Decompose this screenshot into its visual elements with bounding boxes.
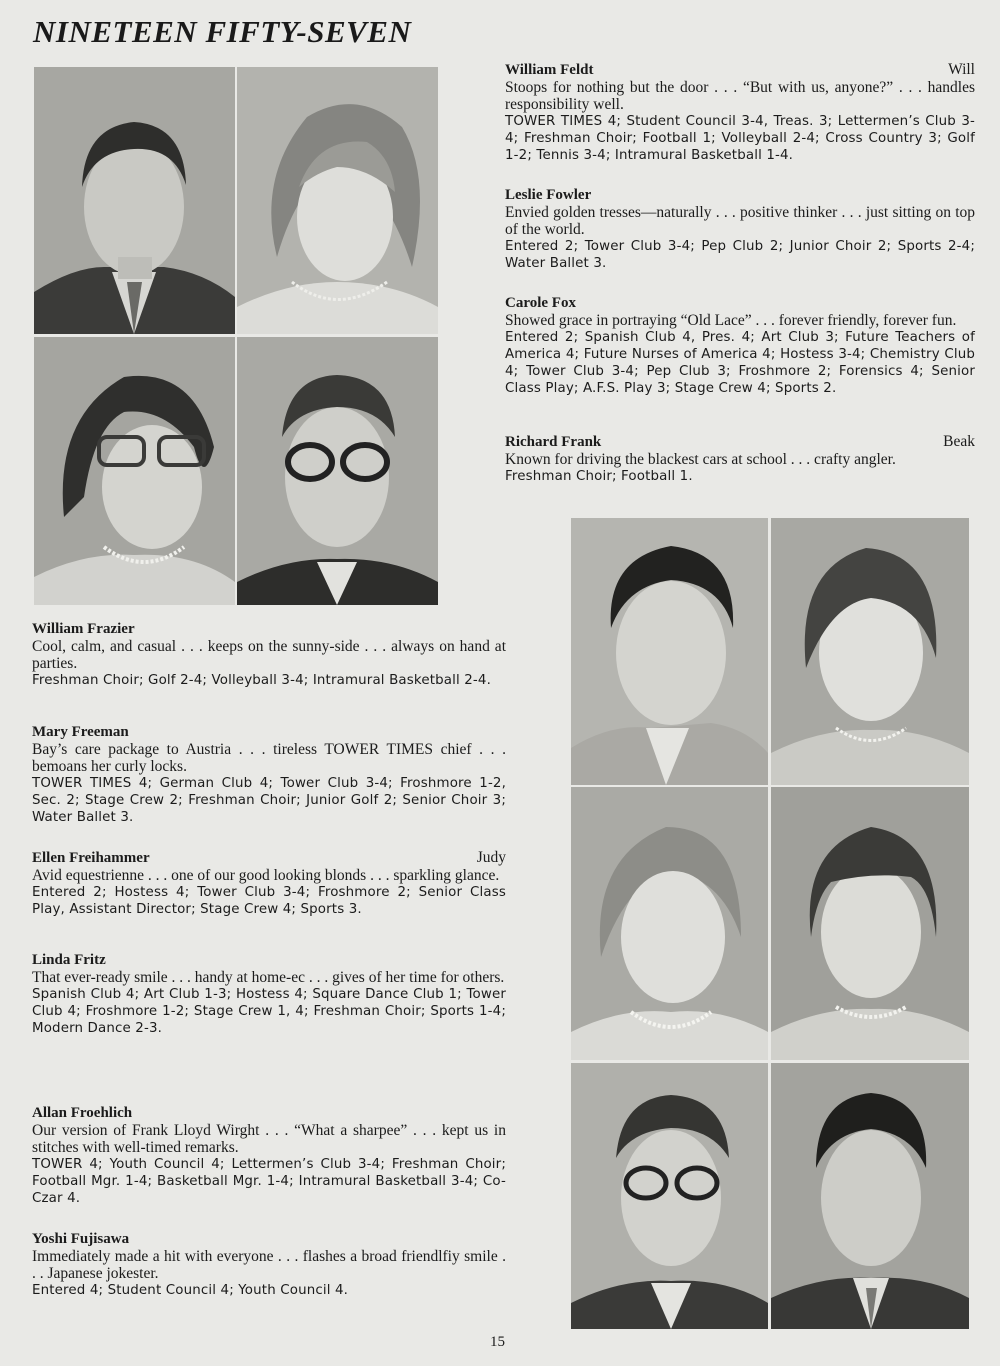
portrait-photo bbox=[771, 518, 969, 785]
portrait-photo bbox=[571, 787, 768, 1060]
student-name: Allan Froehlich bbox=[32, 1105, 133, 1121]
student-description: Immediately made a hit with everyone . . . flashes a broad friendlfiy smile . . . Japanese jokester. bbox=[32, 1248, 506, 1282]
portrait-female-glasses-image bbox=[34, 337, 235, 605]
student-nickname: Judy bbox=[476, 849, 506, 866]
portrait-photo bbox=[237, 337, 438, 605]
student-entry bbox=[32, 1105, 506, 1207]
portrait-photo bbox=[237, 67, 438, 334]
student-activities: Entered 4; Student Council 4; Youth Council 4. bbox=[32, 1283, 349, 1298]
portrait-photo bbox=[34, 337, 235, 605]
student-activities: Entered 2; Spanish Club 4, Pres. 4; Art Club 3; Future Teachers of America 4; Future Nurses of America 4; Hostess 3-4; Chemistry Club 4; Tower Club 3-4; Pep Club 3; Froshmore 2; Forensics 4; Senior Class Play; A.F.S. Play 3; Stage Crew 4; Sports 2. bbox=[505, 330, 975, 396]
student-activities: Entered 2; Tower Club 3-4; Pep Club 2; Junior Choir 2; Sports 2-4; Water Ballet 3. bbox=[505, 239, 975, 271]
student-entry bbox=[505, 433, 975, 485]
student-description: Avid equestrienne . . . one of our good looking blonds . . . sparkling glance. bbox=[32, 867, 500, 884]
student-entry bbox=[505, 295, 975, 397]
student-entry bbox=[32, 952, 506, 1037]
student-activities: TOWER 4; Youth Council 4; Lettermen’s Club 3-4; Freshman Choir; Football Mgr. 1-4; Basketball Mgr. 1-4; Intramural Basketball 3-4; Co-Czar 4. bbox=[32, 1157, 506, 1206]
student-name: William Feldt bbox=[505, 62, 594, 78]
student-activities: Freshman Choir; Golf 2-4; Volleyball 3-4; Intramural Basketball 2-4. bbox=[32, 673, 491, 688]
student-description: Stoops for nothing but the door . . . “But with us, anyone?” . . . handles responsibility well. bbox=[505, 79, 975, 113]
student-entry bbox=[32, 724, 506, 826]
portrait-female-pearls-image bbox=[237, 67, 438, 334]
portrait-male-glasses-image bbox=[237, 337, 438, 605]
portrait-photo bbox=[571, 1063, 768, 1329]
student-activities: TOWER TIMES 4; German Club 4; Tower Club 3-4; Froshmore 1-2, Sec. 2; Stage Crew 2; Freshman Choir; Junior Golf 2; Senior Choir 3; Water Ballet 3. bbox=[32, 776, 506, 825]
portrait-photo bbox=[571, 518, 768, 785]
portrait-photo bbox=[771, 1063, 969, 1329]
student-activities: Entered 2; Hostess 4; Tower Club 3-4; Froshmore 2; Senior Class Play, Assistant Director; Stage Crew 4; Sports 3. bbox=[32, 885, 506, 917]
student-entry bbox=[505, 61, 975, 164]
student-activities: Freshman Choir; Football 1. bbox=[505, 469, 693, 484]
student-description: Bay’s care package to Austria . . . tireless TOWER TIMES chief . . . bemoans her curly locks. bbox=[32, 741, 506, 775]
student-activities: TOWER TIMES 4; Student Council 3-4, Treas. 3; Lettermen’s Club 3-4; Freshman Choir; Football 1; Volleyball 2-4; Cross Country 3; Golf 1-2; Tennis 3-4; Intramural Basketball 1-4. bbox=[505, 114, 975, 163]
student-name: Ellen Freihammer bbox=[32, 850, 150, 866]
student-description: Showed grace in portraying “Old Lace” . . . forever friendly, forever fun. bbox=[505, 312, 957, 329]
student-entry bbox=[32, 1231, 506, 1299]
portrait-male-suit-image bbox=[34, 67, 235, 334]
student-name: Leslie Fowler bbox=[505, 187, 592, 203]
portrait-male-smiling-image bbox=[571, 518, 768, 785]
student-description: Envied golden tresses—naturally . . . positive thinker . . . just sitting on top of the world. bbox=[505, 204, 975, 238]
portrait-female-curly-image bbox=[771, 518, 969, 785]
portrait-female-pearls-image bbox=[571, 787, 768, 1060]
student-name: Richard Frank bbox=[505, 434, 602, 450]
student-entry bbox=[32, 621, 506, 689]
student-entry bbox=[32, 849, 506, 918]
student-nickname: Will bbox=[948, 61, 975, 78]
page-title: NINETEEN FIFTY-SEVEN bbox=[33, 14, 412, 49]
page-number: 15 bbox=[490, 1334, 505, 1350]
student-name: Yoshi Fujisawa bbox=[32, 1231, 130, 1247]
student-name: William Frazier bbox=[32, 621, 135, 637]
portrait-male-glasses-image bbox=[571, 1063, 768, 1329]
student-description: Known for driving the blackest cars at school . . . crafty angler. bbox=[505, 451, 896, 468]
portrait-photo bbox=[34, 67, 235, 334]
portrait-male-tie-image bbox=[771, 1063, 969, 1329]
student-description: Our version of Frank Lloyd Wirght . . . “What a sharpee” . . . kept us in stitches with well-timed remarks. bbox=[32, 1122, 506, 1156]
student-description: Cool, calm, and casual . . . keeps on the sunny-side . . . always on hand at parties. bbox=[32, 638, 506, 672]
student-name: Linda Fritz bbox=[32, 952, 106, 968]
student-description: That ever-ready smile . . . handy at home-ec . . . gives of her time for others. bbox=[32, 969, 505, 986]
student-name: Mary Freeman bbox=[32, 724, 129, 740]
student-activities: Spanish Club 4; Art Club 1-3; Hostess 4; Square Dance Club 1; Tower Club 4; Froshmore 1-2; Stage Crew 1, 4; Freshman Choir; Sports 1-4; Modern Dance 2-3. bbox=[32, 987, 506, 1036]
student-nickname: Beak bbox=[943, 433, 975, 450]
student-entry bbox=[505, 187, 975, 272]
portrait-photo bbox=[771, 787, 969, 1060]
student-name: Carole Fox bbox=[505, 295, 576, 311]
portrait-female-bangs-image bbox=[771, 787, 969, 1060]
